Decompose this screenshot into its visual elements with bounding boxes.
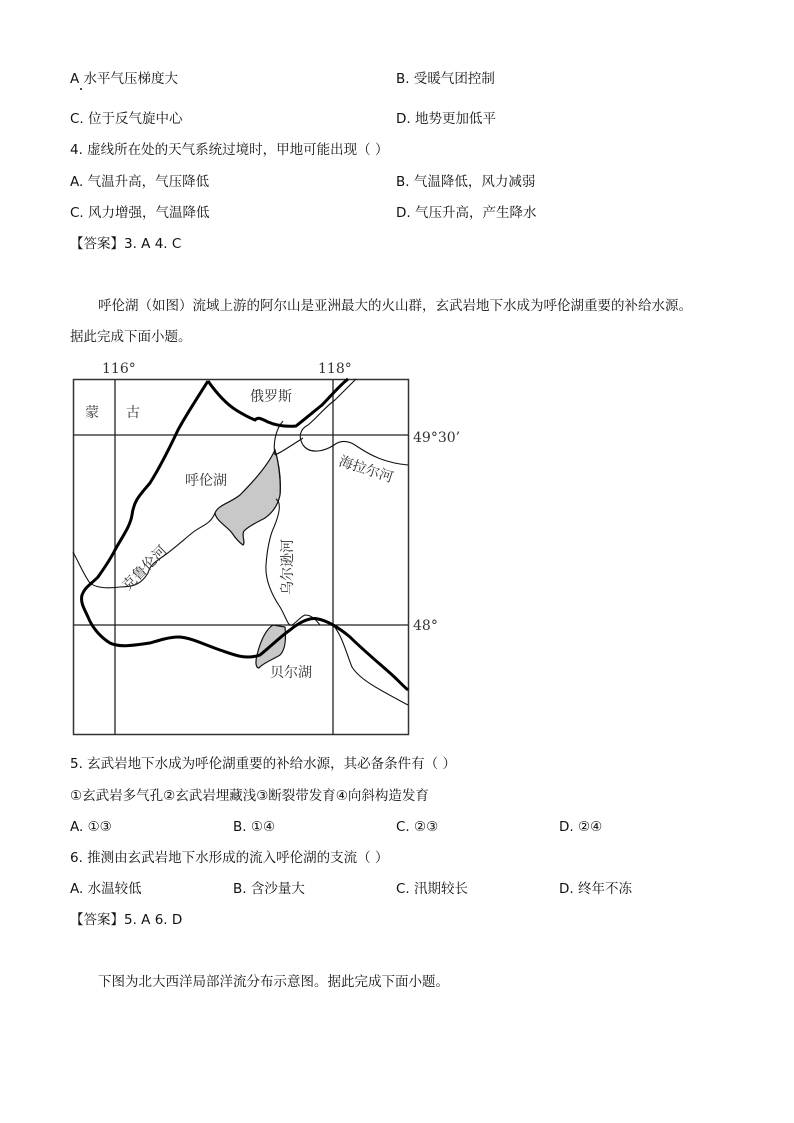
- country-label-russia: 俄罗斯: [250, 389, 292, 405]
- lat-48-label: 48°: [413, 618, 438, 634]
- lat-49-30-label: 49°30’: [413, 430, 461, 446]
- passage-atlantic: 下图为北大西洋局部洋流分布示意图。据此完成下面小题。: [98, 974, 449, 990]
- q4-stem: 4. 虚线所在处的天气系统过境时，甲地可能出现（ ）: [70, 142, 389, 158]
- q5-conditions: ①玄武岩多气孔②玄武岩埋藏浅③断裂带发育④向斜构造发育: [70, 788, 429, 804]
- q3-option-a: A 水平气压梯度大: [70, 71, 179, 87]
- hailar-river-label: 海拉尔河: [336, 453, 395, 487]
- q5-stem: 5. 玄武岩地下水成为呼伦湖重要的补给水源，其必备条件有（ ）: [70, 756, 456, 772]
- q3-option-b: B. 受暖气团控制: [396, 71, 495, 87]
- hulun-lake: [215, 450, 280, 545]
- answer-q3-q4: 【答案】3. A 4. C: [70, 236, 182, 252]
- q6-stem: 6. 推测由玄武岩地下水形成的流入呼伦湖的支流（ ）: [70, 850, 389, 866]
- hulun-lake-label: 呼伦湖: [185, 473, 227, 489]
- passage-hulun-line1: 呼伦湖（如图）流域上游的阿尔山是亚洲最大的火山群，玄武岩地下水成为呼伦湖重要的补给水源。: [98, 298, 692, 314]
- q5-option-d: D. ②④: [559, 819, 603, 835]
- country-label-meng: 蒙: [85, 405, 99, 421]
- q5-option-a: A. ①③: [70, 819, 112, 835]
- q4-option-b: B. 气温降低，风力减弱: [396, 174, 536, 190]
- orshun-river-label: 乌尔逊河: [280, 539, 296, 595]
- q6-option-c: C. 汛期较长: [396, 881, 469, 897]
- river-east-branch: [333, 625, 408, 705]
- q6-option-b: B. 含沙量大: [233, 881, 305, 897]
- q5-option-c: C. ②③: [396, 819, 439, 835]
- q3-option-d: D. 地势更加低平: [396, 111, 496, 127]
- border-china-mongolia-west: [82, 381, 408, 690]
- map-frame: [74, 380, 409, 735]
- lon-116-label: 116°: [102, 361, 136, 377]
- q3-option-c: C. 位于反气旋中心: [70, 111, 183, 127]
- q4-option-a: A. 气温升高，气压降低: [70, 174, 210, 190]
- hailar-to-lake: [275, 438, 303, 455]
- q6-option-d: D. 终年不冻: [559, 881, 632, 897]
- beier-lake-label: 贝尔湖: [270, 665, 312, 681]
- lon-118-label: 118°: [318, 361, 352, 377]
- answer-q5-q6: 【答案】5. A 6. D: [70, 912, 183, 928]
- hulun-lake-map: [60, 355, 480, 745]
- decorative-dot: [80, 88, 82, 90]
- q4-option-d: D. 气压升高，产生降水: [396, 205, 537, 221]
- kherlen-river-label: 克鲁伦河: [119, 542, 171, 594]
- passage-hulun-line2: 据此完成下面小题。: [70, 329, 192, 345]
- q4-option-c: C. 风力增强，气温降低: [70, 205, 210, 221]
- country-label-gu: 古: [126, 405, 140, 421]
- hailar-river: [300, 379, 408, 465]
- q5-option-b: B. ①④: [233, 819, 276, 835]
- q6-option-a: A. 水温较低: [70, 881, 142, 897]
